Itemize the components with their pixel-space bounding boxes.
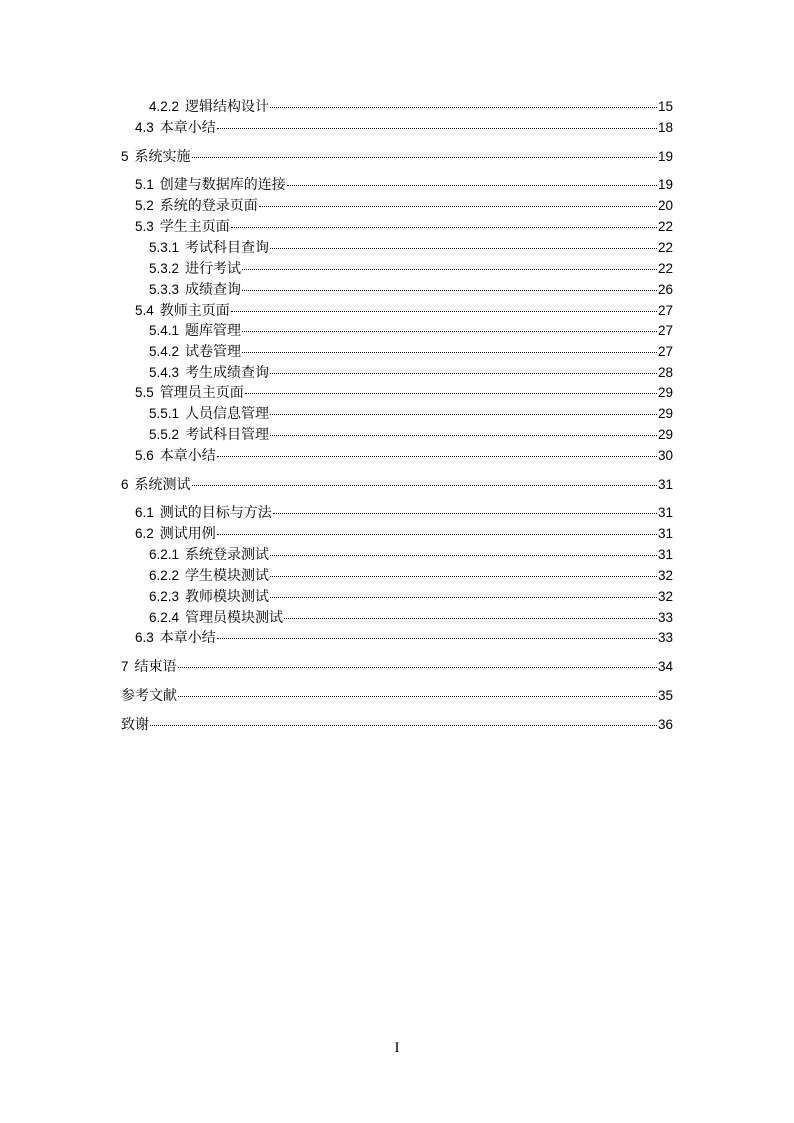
- toc-dot-leader: [150, 725, 657, 726]
- toc-entry-title: 试卷管理: [185, 344, 242, 360]
- toc-entry-title: 系统登录测试: [185, 547, 270, 563]
- toc-entry[interactable]: [149, 97, 673, 117]
- toc-entry-title: 考试科目查询: [185, 240, 270, 256]
- toc-entry[interactable]: [149, 404, 673, 424]
- toc-entry-page: 15: [657, 99, 673, 114]
- toc-entry-title: 本章小结: [159, 630, 216, 646]
- toc-entry[interactable]: [149, 238, 673, 258]
- toc-entry[interactable]: [135, 301, 673, 321]
- toc-entry[interactable]: [149, 280, 673, 300]
- toc-entry[interactable]: [149, 545, 673, 565]
- toc-entry-number: 6.2.1: [149, 547, 180, 562]
- toc-entry-title: 创建与数据库的连接: [159, 177, 286, 193]
- toc-entry-page: 27: [657, 303, 673, 318]
- toc-entry-title: 学生模块测试: [185, 568, 270, 584]
- toc-entry[interactable]: [149, 363, 673, 383]
- toc-entry-number: 5.5.2: [149, 427, 180, 442]
- toc-entry[interactable]: [121, 657, 673, 677]
- toc-entry-number: 6: [121, 477, 129, 492]
- toc-entry-number: 6.2.2: [149, 568, 180, 583]
- toc-entry-title: 教师主页面: [159, 303, 230, 319]
- toc-entry-page: 30: [657, 448, 673, 463]
- toc-entry[interactable]: [149, 259, 673, 279]
- toc-dot-leader: [284, 618, 657, 619]
- toc-entry-page: 31: [657, 526, 673, 541]
- toc-dot-leader: [270, 107, 657, 108]
- toc-dot-leader: [192, 485, 657, 486]
- toc-entry-title: 进行考试: [185, 261, 242, 277]
- toc-entry-page: 18: [657, 120, 673, 135]
- toc-entry-page: 22: [657, 219, 673, 234]
- toc-dot-leader: [217, 456, 657, 457]
- toc-entry[interactable]: [149, 342, 673, 362]
- toc-entry-title: 结束语: [134, 659, 177, 675]
- toc-entry-page: 22: [657, 261, 673, 276]
- toc-entry-title: 逻辑结构设计: [185, 99, 270, 115]
- toc-entry-title: 题库管理: [185, 323, 242, 339]
- toc-entry-number: 6.3: [135, 630, 154, 645]
- toc-entry-page: 31: [657, 477, 673, 492]
- toc-entry-number: 7: [121, 659, 129, 674]
- toc-entry-page: 26: [657, 282, 673, 297]
- toc-dot-leader: [178, 696, 657, 697]
- toc-entry-page: 34: [657, 659, 673, 674]
- toc-entry-title: 管理员主页面: [159, 385, 244, 401]
- toc-dot-leader: [217, 128, 657, 129]
- toc-entry[interactable]: [149, 425, 673, 445]
- toc-entry-number: 6.2.3: [149, 589, 180, 604]
- toc-entry-number: 5.3.1: [149, 240, 180, 255]
- toc-entry-page: 27: [657, 323, 673, 338]
- toc-entry-number: 5.3: [135, 219, 154, 234]
- toc-dot-leader: [270, 414, 657, 415]
- toc-entry-title: 致谢: [121, 717, 149, 733]
- toc-entry-page: 27: [657, 344, 673, 359]
- toc-entry[interactable]: [135, 383, 673, 403]
- toc-entry-page: 29: [657, 406, 673, 421]
- toc-entry[interactable]: [135, 524, 673, 544]
- toc-entry-page: 29: [657, 427, 673, 442]
- toc-entry-page: 32: [657, 568, 673, 583]
- toc-entry-title: 成绩查询: [185, 282, 242, 298]
- toc-entry-page: 22: [657, 240, 673, 255]
- toc-entry-page: 35: [657, 688, 673, 703]
- toc-entry-number: 5.2: [135, 198, 154, 213]
- toc-entry-page: 32: [657, 589, 673, 604]
- toc-entry[interactable]: [135, 196, 673, 216]
- toc-entry-title: 教师模块测试: [185, 589, 270, 605]
- toc-entry-page: 20: [657, 198, 673, 213]
- toc-entry[interactable]: [121, 686, 673, 706]
- toc-entry[interactable]: [149, 587, 673, 607]
- toc-entry-title: 本章小结: [159, 448, 216, 464]
- toc-entry-title: 人员信息管理: [185, 406, 270, 422]
- toc-dot-leader: [270, 555, 657, 556]
- toc-dot-leader: [242, 269, 657, 270]
- toc-entry-page: 19: [657, 149, 673, 164]
- toc-entry[interactable]: [135, 503, 673, 523]
- toc-dot-leader: [231, 311, 657, 312]
- toc-entry-number: 5.6: [135, 448, 154, 463]
- toc-entry[interactable]: [121, 715, 673, 735]
- toc-entry-page: 31: [657, 505, 673, 520]
- toc-entry-number: 4.3: [135, 120, 154, 135]
- toc-dot-leader: [192, 157, 657, 158]
- toc-entry-number: 5.4.2: [149, 344, 180, 359]
- toc-entry[interactable]: [149, 608, 673, 628]
- toc-dot-leader: [270, 597, 657, 598]
- toc-entry-title: 测试的目标与方法: [159, 505, 272, 521]
- toc-entry-page: 31: [657, 547, 673, 562]
- toc-dot-leader: [242, 331, 657, 332]
- toc-entry[interactable]: [135, 628, 673, 648]
- toc-entry-number: 6.1: [135, 505, 154, 520]
- toc-entry[interactable]: [135, 175, 673, 195]
- toc-dot-leader: [217, 534, 657, 535]
- toc-entry-page: 33: [657, 630, 673, 645]
- toc-entry-page: 28: [657, 365, 673, 380]
- toc-entry-number: 6.2: [135, 526, 154, 541]
- toc-entry-title: 系统的登录页面: [159, 198, 258, 214]
- toc-entry-title: 考试科目管理: [185, 427, 270, 443]
- toc-dot-leader: [270, 435, 657, 436]
- toc-entry-number: 5.1: [135, 177, 154, 192]
- toc-entry[interactable]: [121, 147, 673, 167]
- toc-entry-title: 系统测试: [134, 477, 191, 493]
- toc-entry[interactable]: [135, 446, 673, 466]
- toc-entry[interactable]: [135, 217, 673, 237]
- toc-entry-number: 5.5.1: [149, 406, 180, 421]
- toc-entry-number: 5.3.2: [149, 261, 180, 276]
- toc-entry-page: 29: [657, 385, 673, 400]
- toc-dot-leader: [273, 513, 657, 514]
- toc-entry[interactable]: [149, 321, 673, 341]
- toc-dot-leader: [270, 576, 657, 577]
- toc-dot-leader: [245, 393, 657, 394]
- toc-dot-leader: [242, 352, 657, 353]
- toc-entry-number: 5: [121, 149, 129, 164]
- toc-dot-leader: [231, 227, 657, 228]
- toc-entry-title: 学生主页面: [159, 219, 230, 235]
- toc-entry-title: 系统实施: [134, 149, 191, 165]
- toc-dot-leader: [178, 667, 657, 668]
- toc-entry-title: 管理员模块测试: [185, 610, 284, 626]
- toc-dot-leader: [242, 290, 657, 291]
- toc-entry-title: 本章小结: [159, 120, 216, 136]
- toc-dot-leader: [270, 248, 657, 249]
- toc-dot-leader: [217, 638, 657, 639]
- toc-entry-number: 5.4: [135, 303, 154, 318]
- toc-entry[interactable]: [121, 475, 673, 495]
- toc-entry-title: 考生成绩查询: [185, 365, 270, 381]
- toc-entry[interactable]: [135, 118, 673, 138]
- toc-entry-number: 6.2.4: [149, 610, 180, 625]
- toc-entry-title: 测试用例: [159, 526, 216, 542]
- toc-entry-number: 5.4.3: [149, 365, 180, 380]
- toc-entry-page: 19: [657, 177, 673, 192]
- toc-entry-title: 参考文献: [121, 688, 177, 704]
- toc-dot-leader: [259, 206, 657, 207]
- toc-entry-number: 5.4.1: [149, 323, 180, 338]
- toc-entry-page: 36: [657, 717, 673, 732]
- toc-entry-number: 4.2.2: [149, 99, 180, 114]
- toc-dot-leader: [287, 185, 657, 186]
- toc-entry-number: 5.3.3: [149, 282, 180, 297]
- toc-entry[interactable]: [149, 566, 673, 586]
- toc-entry-page: 33: [657, 610, 673, 625]
- page-number: I: [394, 1040, 400, 1056]
- toc-dot-leader: [270, 373, 657, 374]
- toc-entry-number: 5.5: [135, 385, 154, 400]
